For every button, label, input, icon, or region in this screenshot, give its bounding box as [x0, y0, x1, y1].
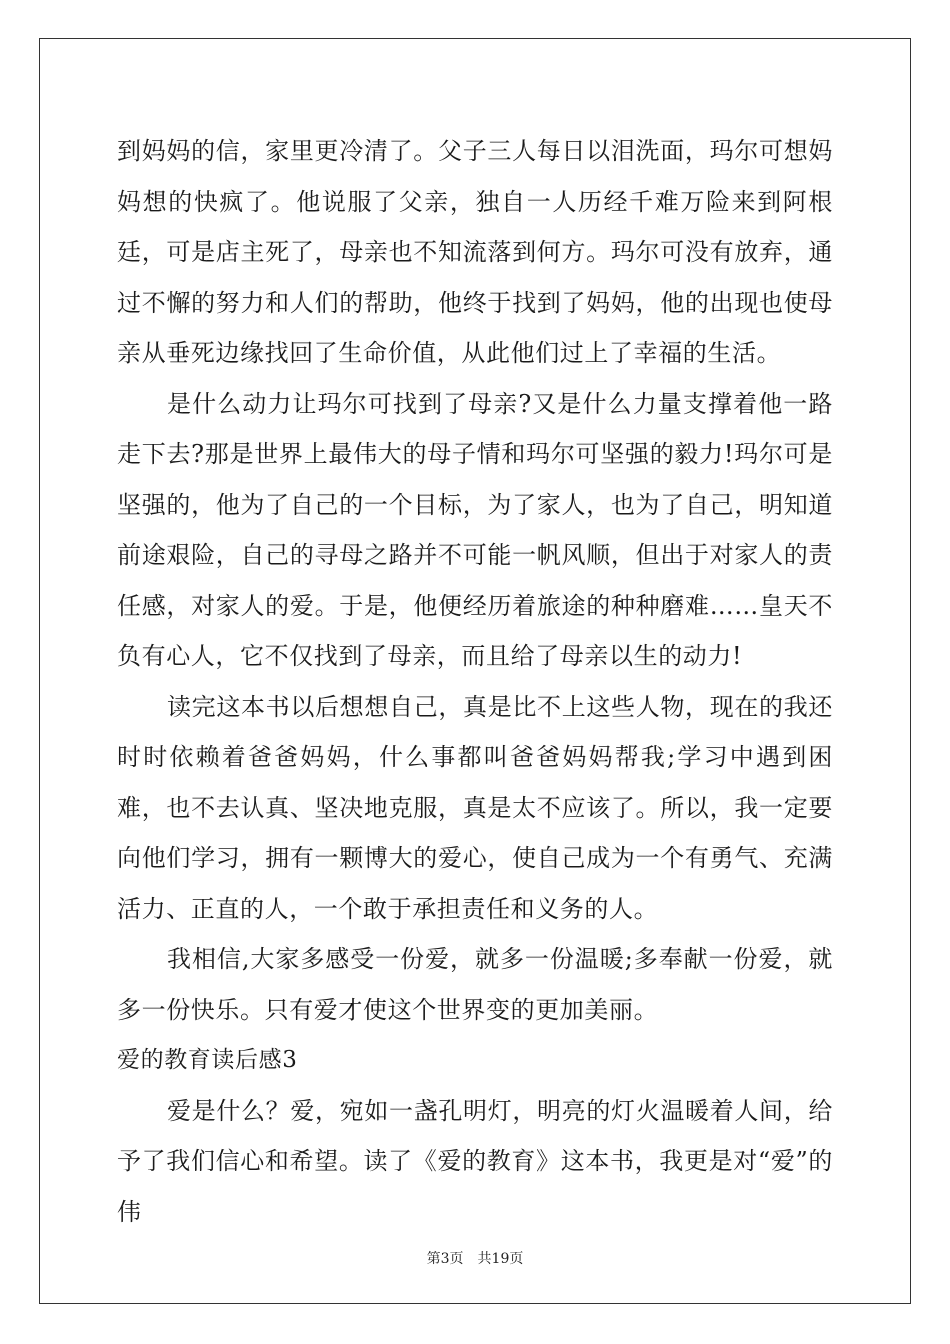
page-total: 共19页	[477, 1251, 524, 1267]
paragraph-continuation: 到妈妈的信，家里更冷清了。父子三人每日以泪洗面，玛尔可想妈妈想的快疯了。他说服了父亲，独自一人历经千难万险来到阿根廷，可是店主死了，母亲也不知流落到何方。玛尔可没有放弃，通过不懈的努力和人们的帮助，他终于找到了妈妈，他的出现也使母亲从垂死边缘找回了生命价值，从此他们过上了幸福的生活。	[117, 137, 833, 367]
page-footer	[0, 1248, 950, 1268]
paragraph-motivation: 是什么动力让玛尔可找到了母亲?又是什么力量支撑着他一路走下去?那是世界上最伟大的母子情和玛尔可坚强的毅力!玛尔可是坚强的，他为了自己的一个目标，为了家人，也为了自己，明知道前途艰险，自己的寻母之路并不可能一帆风顺，但出于对家人的责任感，对家人的爱。于是，他便经历着旅途的种种磨难……皇天不负有心人，它不仅找到了母亲，而且给了母亲以生的动力!	[117, 389, 833, 670]
page-number: 第3页	[426, 1251, 464, 1267]
document-body	[117, 126, 833, 1237]
paragraph-reflection: 读完这本书以后想想自己，真是比不上这些人物，现在的我还时时依赖着爸爸妈妈，什么事都叫爸爸妈妈帮我;学习中遇到困难，也不去认真、坚决地克服，真是太不应该了。所以，我一定要向他们学习，拥有一颗博大的爱心，使自己成为一个有勇气、充满活力、正直的人，一个敢于承担责任和义务的人。	[117, 692, 833, 923]
paragraph-section-intro: 爱是什么？爱，宛如一盏孔明灯，明亮的灯火温暖着人间，给予了我们信心和希望。读了《爱的教育》这本书，我更是对“爱”的伟	[117, 1096, 833, 1226]
paragraph-conclusion: 我相信,大家多感受一份爱，就多一份温暖;多奉献一份爱，就多一份快乐。只有爱才使这个世界变的更加美丽。	[117, 945, 833, 1024]
section-heading: 爱的教育读后感3	[117, 1047, 298, 1073]
